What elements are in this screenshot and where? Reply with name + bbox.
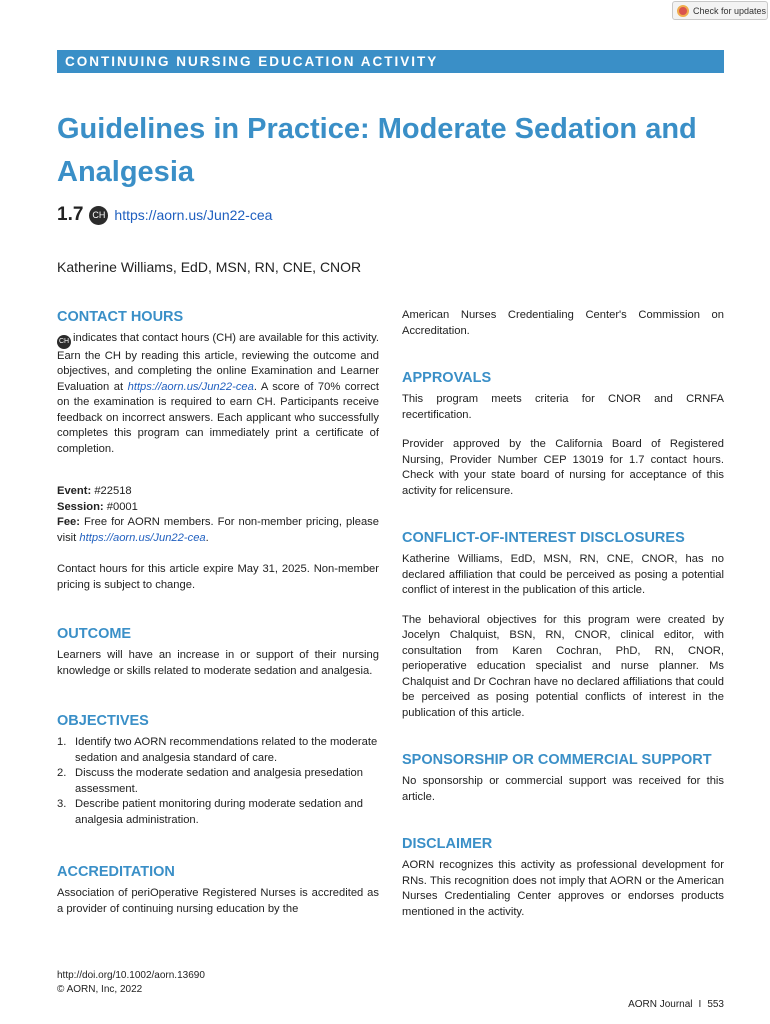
accreditation-heading: ACCREDITATION [57,864,175,881]
disclaimer-section [402,835,724,920]
objective-item [57,766,379,797]
event-label: Event: [57,485,92,498]
footer-separator: I [698,999,702,1010]
objective-number: 3. [57,798,67,811]
objective-text: Discuss the moderate sedation and analgesia presedation assessment. [75,767,363,795]
ch-inline-badge-icon: CH [57,335,71,349]
event-value: #22518 [94,485,132,498]
sponsorship-text: No sponsorship or commercial support was received for this article. [402,775,724,803]
right-column [402,308,724,920]
outcome-text: Learners will have an increase in or support of their nursing knowledge or skills related to moderate sedation and analgesia. [57,649,379,677]
objective-item [57,735,379,766]
fee-end: . [205,531,209,544]
event-info [57,484,379,546]
check-for-updates-button[interactable] [672,1,768,20]
footer-citation [57,969,205,997]
fee-text: Free for AORN members. For non-member pricing, please visit [57,516,379,544]
objective-text: Identify two AORN recommendations related to the moderate sedation and analgesia standard of care. [75,736,378,764]
approvals-heading: APPROVALS [402,370,492,386]
objectives-section [57,712,379,828]
objective-text: Describe patient monitoring during moderate sedation and analgesia administration. [75,798,363,826]
objectives-heading: OBJECTIVES [57,713,149,730]
objective-item [57,797,379,828]
disclaimer-text: AORN recognizes this activity as professional development for RNs. This recognition does not imply that AORN or the American Nurses Credentialing Center approves or endorses products mentioned in the activity. [402,859,724,918]
conflict-section [402,529,724,721]
page-footer [628,999,724,1010]
conflict-heading: CONFLICT-OF-INTEREST DISCLOSURES [402,530,685,546]
doi-link[interactable]: http://doi.org/10.1002/aorn.13690 [57,970,205,981]
approvals-p2: Provider approved by the California Board of Registered Nursing, Provider Number CEP 13019 for 1.7 contact hours. Check with your state board of nursing for acceptance of this activity for relicensure. [402,438,724,497]
approvals-p1: This program meets criteria for CNOR and CRNFA recertification. [402,393,724,421]
check-updates-label: Check for updates [693,5,767,16]
outcome-section [57,625,379,679]
fee-label: Fee: [57,516,81,529]
sponsorship-heading: SPONSORSHIP OR COMMERCIAL SUPPORT [402,752,712,768]
expire-text: Contact hours for this article expire May 31, 2025. Non-member pricing is subject to change. [57,563,379,591]
accreditation-section [57,863,379,917]
article-title: Guidelines in Practice: Moderate Sedation and Analgesia [57,113,697,188]
contact-hours-heading: CONTACT HOURS [57,309,184,325]
pricing-link[interactable]: https://aorn.us/Jun22-cea [79,531,206,544]
conflict-p1: Katherine Williams, EdD, MSN, RN, CNE, CNOR, has no declared affiliation that could be perceived as posing a potential conflict of interest in the publication of this article. [402,553,724,596]
check-updates-icon [677,5,689,17]
contact-hours-text-b: . A score of 70% correct on the examination is required to earn CH. Participants receive feedback on incorrect answers. Each applicant who successfully completes this program can immediately print a certificate of completion. [57,380,380,455]
credit-value: 1.7 [57,204,84,225]
journal-name: AORN Journal [628,999,693,1010]
approvals-section [402,369,724,499]
session-label: Session: [57,500,104,513]
credit-line [57,203,272,227]
contact-hours-section [57,308,379,593]
sponsorship-section [402,751,724,805]
session-value: #0001 [106,500,138,513]
objective-number: 1. [57,736,67,749]
conflict-p2: The behavioral objectives for this program were created by Jocelyn Chalquist, BSN, RN, CNOR, clinical editor, with consultation from Karen Cochran, PhD, RN, CNOR, perioperative education specialist and nurse planner. Ms Chalquist and Dr Cochran have no declared affiliations that could be perceived as posing potential conflicts of interest in the publication of this article. [402,613,724,719]
exam-link[interactable]: https://aorn.us/Jun22-cea [127,380,254,393]
accreditation-text-right: American Nurses Credentialing Center's Commission on Accreditation. [402,309,724,337]
activity-link[interactable]: https://aorn.us/Jun22-cea [114,207,273,223]
disclaimer-heading: DISCLAIMER [402,836,493,852]
objective-number: 2. [57,767,67,780]
contact-hours-paragraph [57,331,379,457]
copyright: © AORN, Inc, 2022 [57,984,143,995]
contact-hours-text-a: indicates that contact hours (CH) are available for this activity. Earn the CH by reading this article, reviewing the outcome and objectives, and completing the online Examination and Learner Evaluation at [57,332,379,393]
author-line: Katherine Williams, EdD, MSN, RN, CNE, CNOR [57,259,362,275]
outcome-heading: OUTCOME [57,626,132,643]
left-column [57,308,379,917]
page-number: 553 [707,999,724,1010]
section-banner: CONTINUING NURSING EDUCATION ACTIVITY [57,50,724,73]
accreditation-text-left: Association of periOperative Registered Nurses is accredited as a provider of continuing nursing education by the [57,887,379,915]
objectives-list [57,735,379,828]
contact-hours-badge-icon: CH [89,206,108,225]
